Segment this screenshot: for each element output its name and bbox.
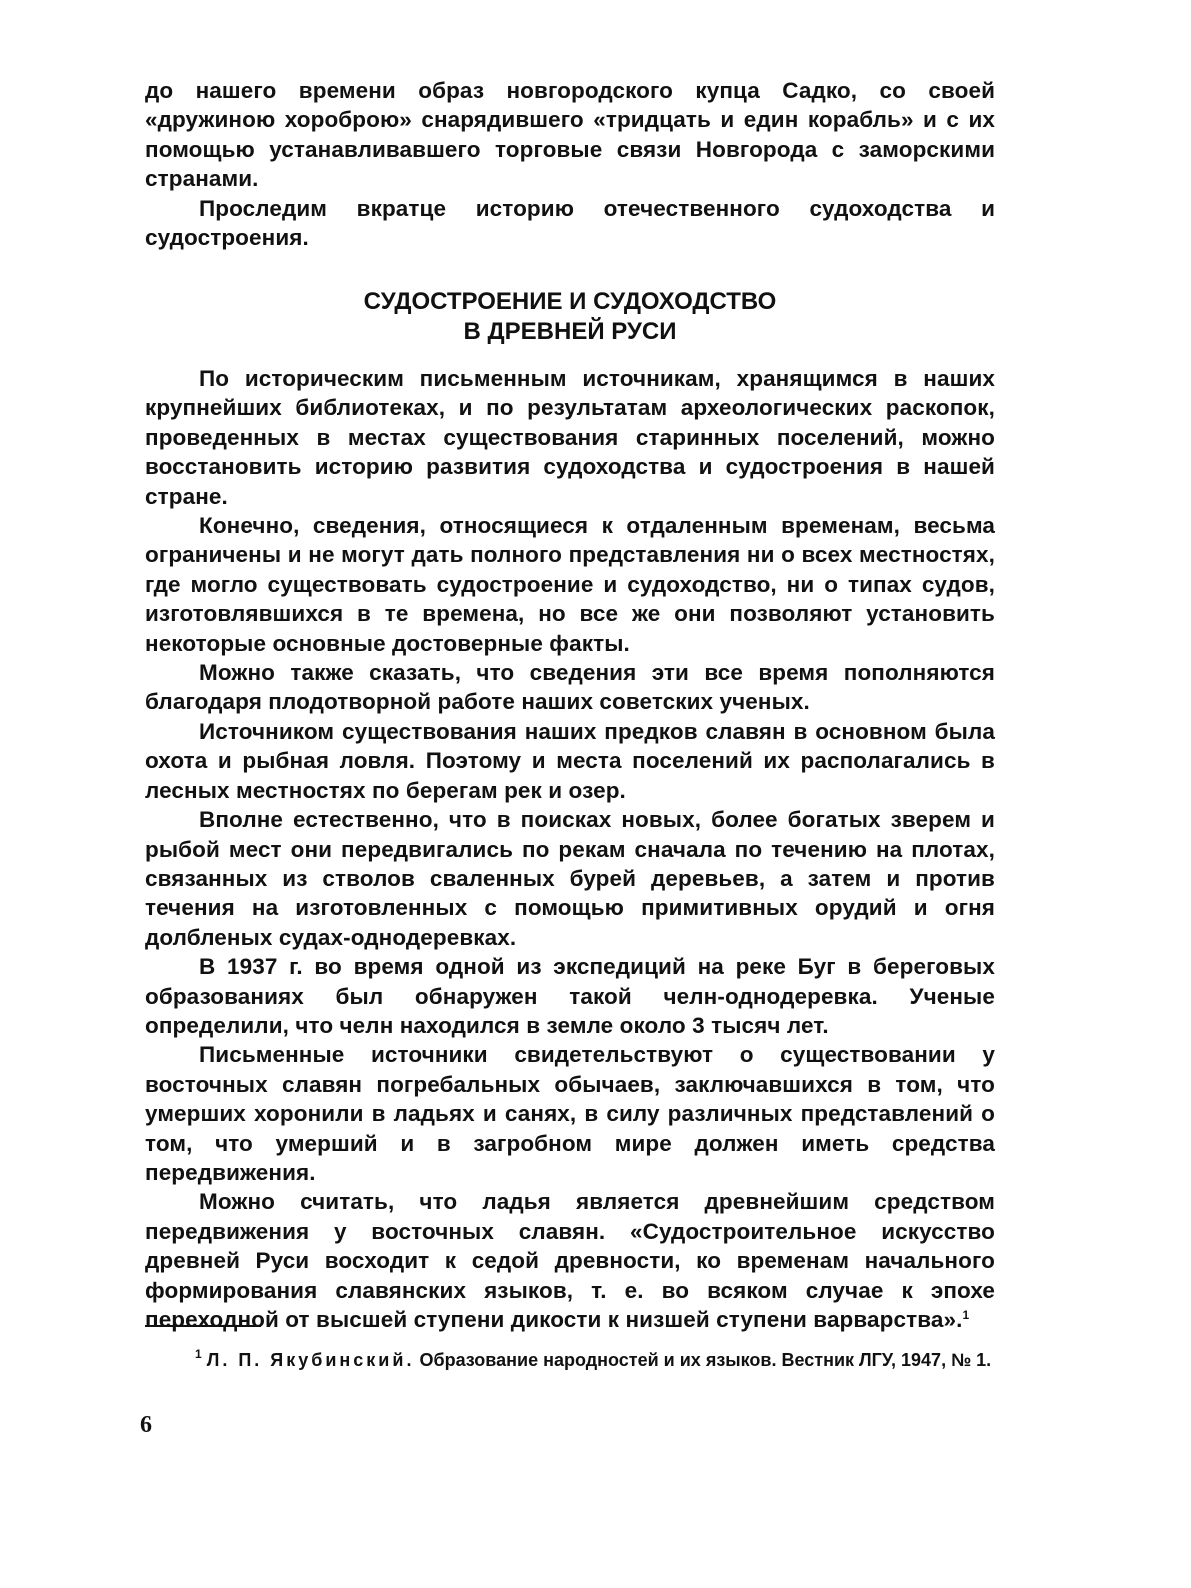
footnote-marker: 1 bbox=[195, 1347, 202, 1361]
footnote-divider bbox=[145, 1325, 261, 1327]
intro-paragraph: Проследим вкратце историю отечественного судоходства и судостроения. bbox=[145, 195, 995, 251]
body-paragraph-text: Можно считать, что ладья является древнейшим средством передвижения у восточных славян. «Судостроительное искусство древней Руси восходит к седой древности, ко временам начального формирования славянских языков, т. е. во всяком случае к эпохе переходной от высшей ступени дикости к низшей ступени варварства». bbox=[145, 1189, 995, 1332]
body-paragraph: В 1937 г. во время одной из экспедиций на реке Буг в береговых образованиях был обнаружен такой челн-однодеревка. Ученые определили, что челн находился в земле около 3 тысяч лет. bbox=[145, 954, 995, 1038]
footnote-reference: 1 bbox=[962, 1308, 970, 1322]
footnote-author: Л. П. Якубинский. bbox=[206, 1350, 415, 1370]
body-paragraph: Вполне естественно, что в поисках новых, более богатых зверем и рыбой мест они передвигались по рекам сначала по течению на плотах, связанных из стволов сваленных бурей деревьев, а затем и против течения на изготовленных с помощью примитивных орудий и огня долбленых судах-однодеревках. bbox=[145, 807, 995, 950]
page-number: 6 bbox=[140, 1412, 152, 1438]
section-heading-line: СУДОСТРОЕНИЕ И СУДОХОДСТВО bbox=[363, 288, 777, 315]
body-paragraph: По историческим письменным источникам, хранящимся в наших крупнейших библиотеках, и по результатам археологических раскопок, проведенных в местах существования старинных поселений, можно восстановить историю развития судоходства и судостроения в нашей стране. bbox=[145, 366, 995, 509]
footnote bbox=[145, 1348, 995, 1373]
body-paragraph: Источником существования наших предков славян в основном была охота и рыбная ловля. Поэтому и места поселений их располагались в лесных местностях по берегам рек и озер. bbox=[145, 718, 995, 803]
section-heading bbox=[145, 287, 995, 347]
body-paragraph: Можно также сказать, что сведения эти все время пополняются благодаря плодотворной работе наших советских ученых. bbox=[145, 660, 995, 715]
section-heading-line: В ДРЕВНЕЙ РУСИ bbox=[463, 318, 677, 345]
section-body bbox=[145, 364, 995, 1334]
body-paragraph bbox=[145, 1187, 995, 1334]
footnote-text: Образование народностей и их языков. Вестник ЛГУ, 1947, № 1. bbox=[414, 1350, 992, 1370]
footnote-paragraph bbox=[145, 1348, 995, 1373]
intro-text bbox=[145, 76, 995, 252]
body-paragraph: Конечно, сведения, относящиеся к отдаленным временам, весьма ограничены и не могут дать полного представления ни о всех местностях, где могло существовать судостроение и судоходство, ни о типах судов, изготовлявшихся в те времена, но все же они позволяют установить некоторые основные достоверные факты. bbox=[145, 513, 995, 656]
intro-paragraph: до нашего времени образ новгородского купца Садко, со своей «дружиною хороброю» снарядившего «тридцать и един корабль» и с их помощью устанавливавшего торговые связи Новгорода с заморскими странами. bbox=[145, 78, 995, 192]
body-paragraph: Письменные источники свидетельствуют о существовании у восточных славян погребальных обычаев, заключавшихся в том, что умерших хоронили в ладьях и санях, в силу различных представлений о том, что умерший и в загробном мире должен иметь средства передвижения. bbox=[145, 1042, 995, 1185]
